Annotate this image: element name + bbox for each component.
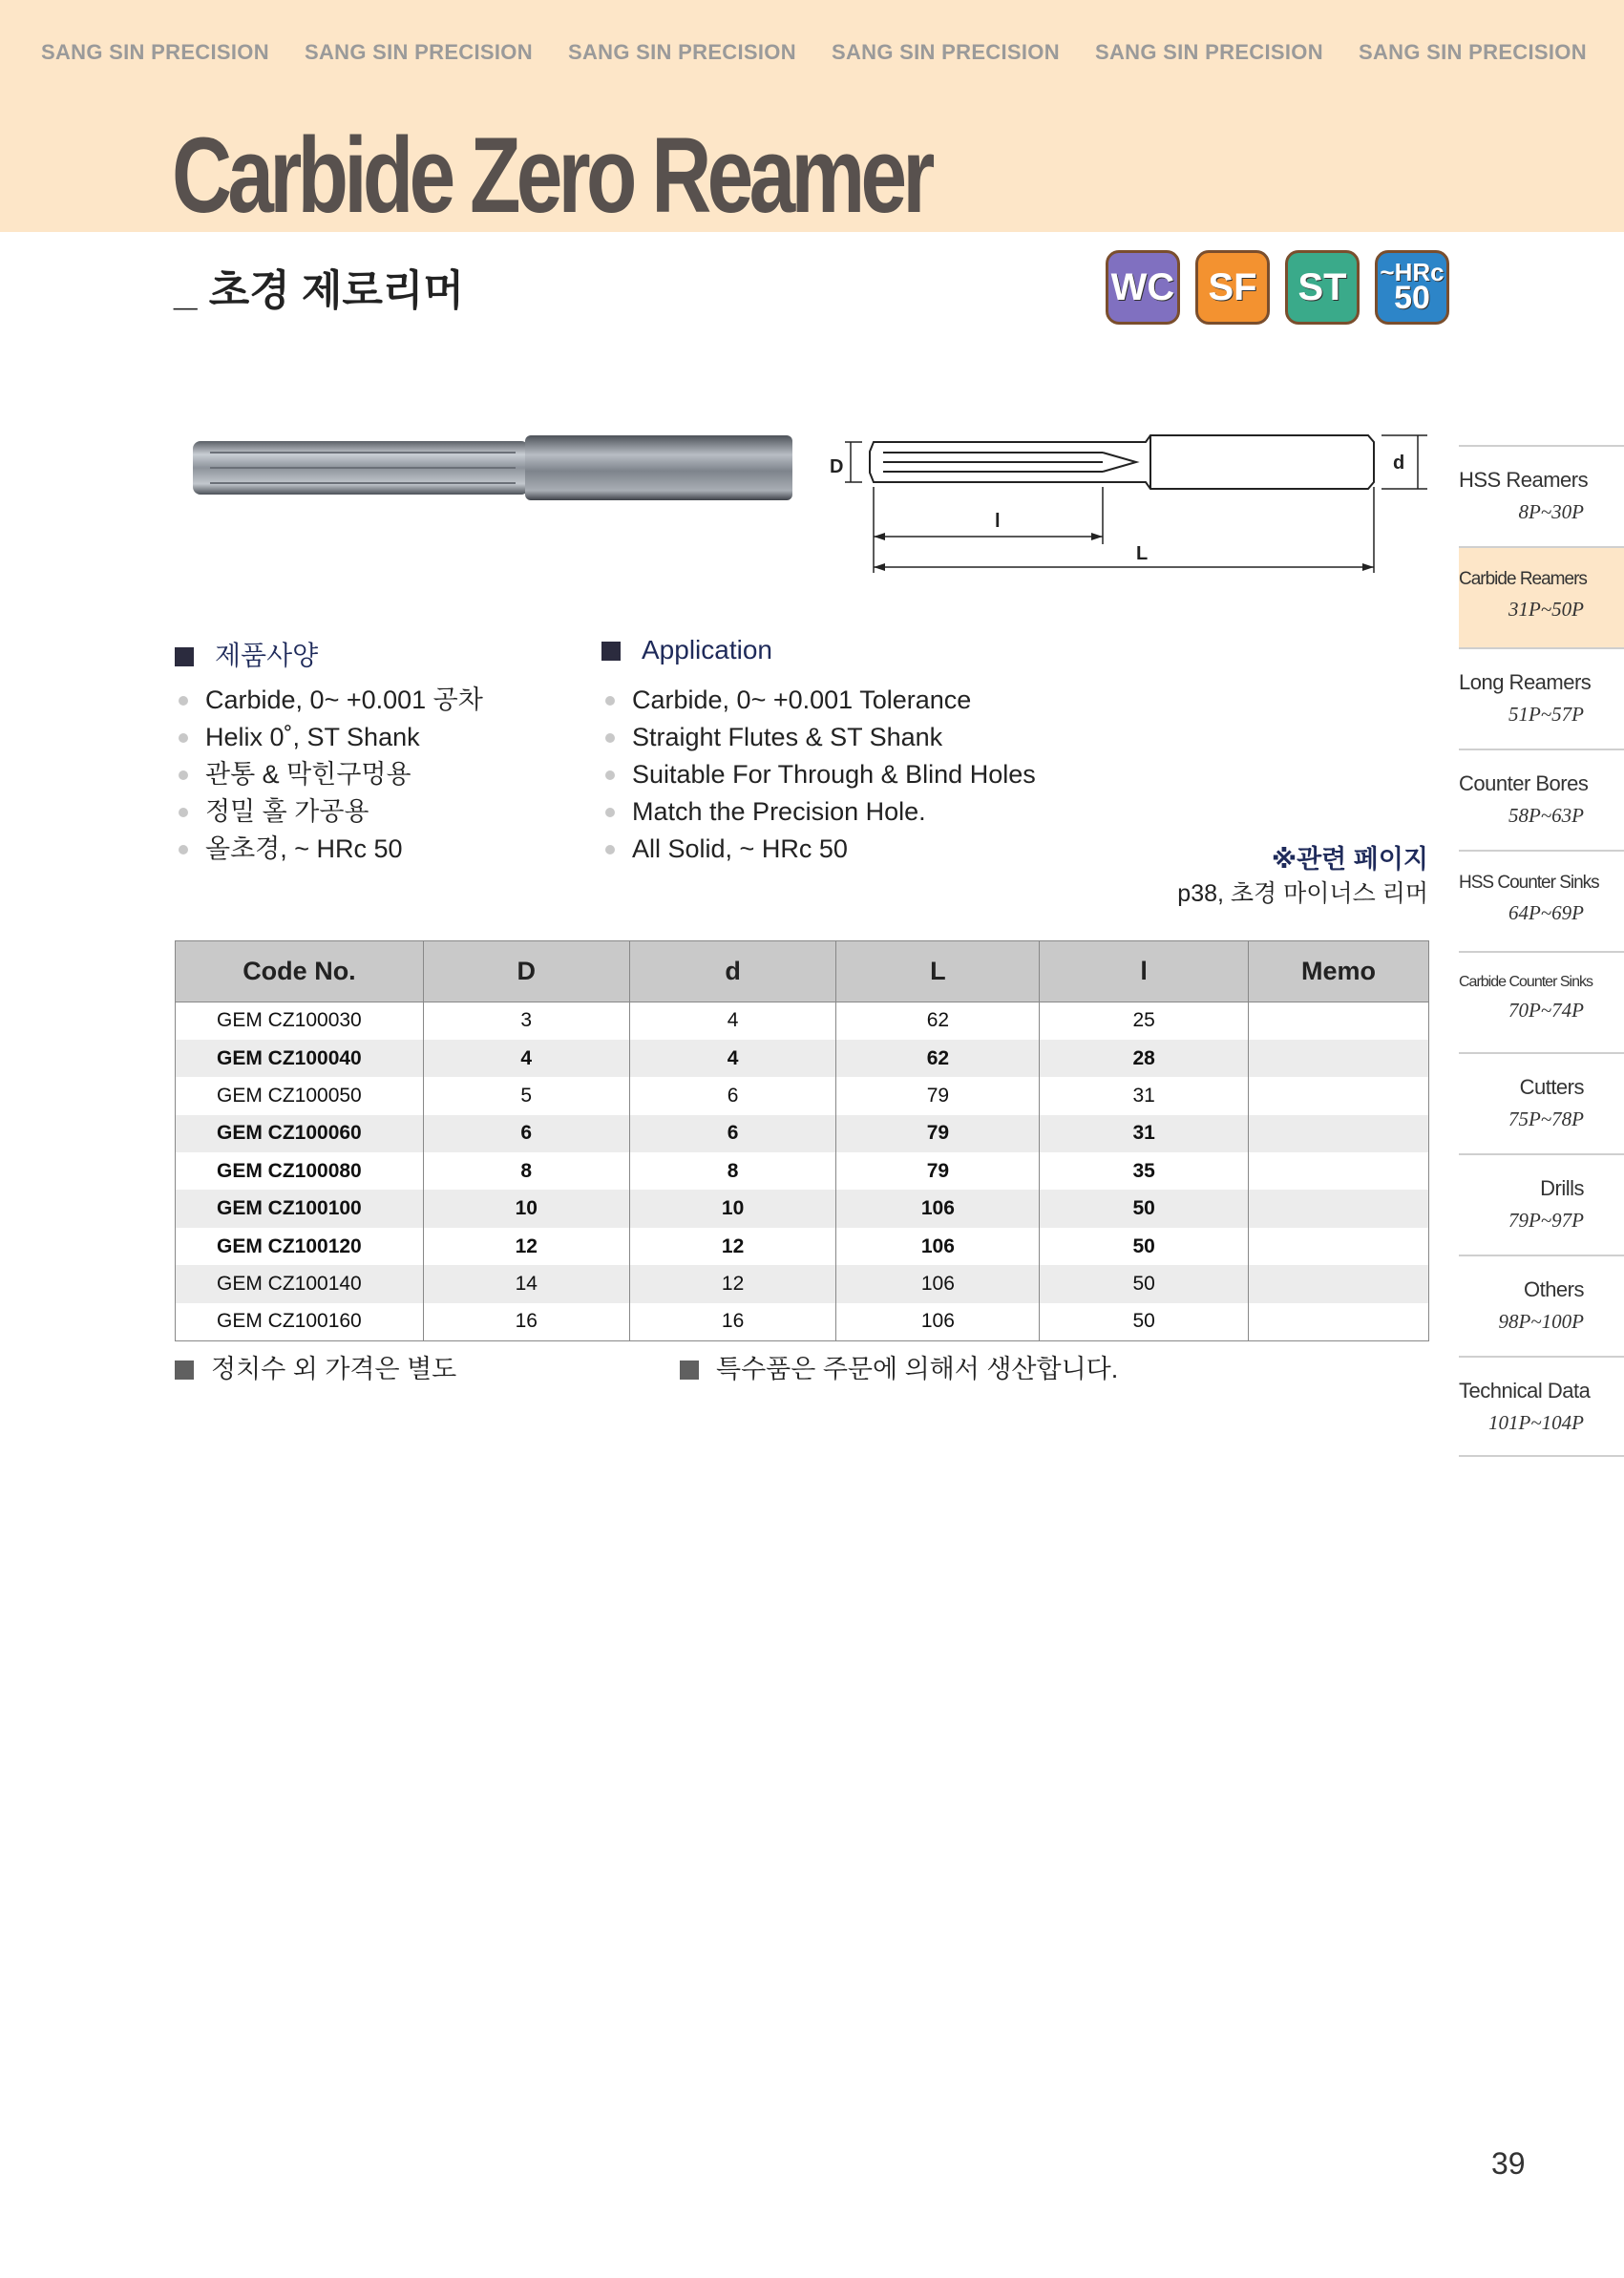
list-item-text: Helix 0˚, ST Shank bbox=[205, 723, 420, 751]
bullet-icon bbox=[179, 808, 188, 817]
list-item-text: Straight Flutes & ST Shank bbox=[632, 723, 943, 751]
brand-text: SANG SIN PRECISION bbox=[1359, 40, 1587, 64]
nav-item-counter-bores[interactable] bbox=[1459, 749, 1624, 850]
cell-memo bbox=[1249, 1265, 1429, 1302]
cell-code: GEM CZ100100 bbox=[176, 1190, 424, 1227]
list-item-text: 올초경, ~ HRc 50 bbox=[205, 834, 403, 863]
cell-l: 31 bbox=[1040, 1077, 1249, 1114]
list-item bbox=[601, 682, 1036, 719]
nav-label: HSS Reamers bbox=[1459, 468, 1589, 492]
page-title: Carbide Zero Reamer bbox=[172, 116, 931, 235]
cell-memo bbox=[1249, 1115, 1429, 1152]
nav-pages: 75P~78P bbox=[1508, 1107, 1584, 1130]
cell-d: 10 bbox=[629, 1190, 836, 1227]
cell-d: 6 bbox=[629, 1077, 836, 1114]
side-nav bbox=[1459, 445, 1624, 1457]
table-row bbox=[176, 1190, 1429, 1227]
spec-list bbox=[175, 682, 483, 868]
cell-L: 106 bbox=[836, 1303, 1040, 1340]
table-row bbox=[176, 1115, 1429, 1152]
table-row bbox=[176, 1265, 1429, 1302]
application-heading bbox=[601, 635, 772, 665]
cell-memo bbox=[1249, 1190, 1429, 1227]
list-item bbox=[175, 682, 483, 719]
wc-badge: WC bbox=[1106, 250, 1180, 325]
bullet-icon bbox=[179, 696, 188, 706]
brand-text: SANG SIN PRECISION bbox=[832, 40, 1060, 64]
cell-d: 12 bbox=[629, 1228, 836, 1265]
nav-label: HSS Counter Sinks bbox=[1459, 873, 1599, 893]
cell-memo bbox=[1249, 1040, 1429, 1077]
cell-l: 50 bbox=[1040, 1303, 1249, 1340]
sf-badge: SF bbox=[1195, 250, 1270, 325]
nav-item-carbide-counter-sinks[interactable] bbox=[1459, 951, 1624, 1052]
cell-d: 4 bbox=[629, 1002, 836, 1040]
list-item-text: Carbide, 0~ +0.001 Tolerance bbox=[632, 686, 972, 714]
table-row bbox=[176, 1077, 1429, 1114]
nav-item-carbide-reamers[interactable] bbox=[1459, 546, 1624, 647]
cell-l: 35 bbox=[1040, 1152, 1249, 1190]
list-item bbox=[175, 756, 483, 793]
nav-item-hss-reamers[interactable] bbox=[1459, 445, 1624, 546]
cell-l: 31 bbox=[1040, 1115, 1249, 1152]
list-item bbox=[601, 831, 1036, 868]
bullet-icon bbox=[605, 696, 615, 706]
list-item bbox=[175, 831, 483, 868]
nav-label: Long Reamers bbox=[1459, 670, 1592, 694]
dim-l-label: l bbox=[995, 511, 1001, 532]
nav-pages: 31P~50P bbox=[1508, 598, 1584, 621]
square-bullet-icon bbox=[601, 642, 621, 661]
nav-pages: 79P~97P bbox=[1508, 1209, 1584, 1232]
technical-drawing bbox=[816, 430, 1427, 592]
list-item-text: All Solid, ~ HRc 50 bbox=[632, 834, 848, 863]
brand-text: SANG SIN PRECISION bbox=[1095, 40, 1323, 64]
table-row bbox=[176, 1228, 1429, 1265]
list-item bbox=[601, 793, 1036, 831]
brand-row bbox=[0, 40, 1624, 69]
list-item bbox=[601, 756, 1036, 793]
cell-d: 16 bbox=[629, 1303, 836, 1340]
cell-d: 8 bbox=[629, 1152, 836, 1190]
page-number: 39 bbox=[1491, 2146, 1526, 2181]
price-note-text: 정치수 외 가격은 별도 bbox=[211, 1355, 457, 1383]
reamer-photo bbox=[191, 430, 802, 506]
col-code-no: Code No. bbox=[176, 941, 424, 1002]
nav-label: Carbide Reamers bbox=[1459, 569, 1587, 589]
application-heading-text: Application bbox=[642, 635, 772, 664]
cell-code: GEM CZ100120 bbox=[176, 1228, 424, 1265]
st-badge: ST bbox=[1285, 250, 1360, 325]
list-item-text: 관통 & 막힌구멍용 bbox=[205, 760, 411, 789]
list-item-text: 정밀 홀 가공용 bbox=[205, 797, 369, 826]
nav-item-others[interactable] bbox=[1459, 1255, 1624, 1356]
nav-pages: 98P~100P bbox=[1498, 1310, 1584, 1333]
brand-text: SANG SIN PRECISION bbox=[568, 40, 796, 64]
nav-label: Drills bbox=[1540, 1176, 1584, 1200]
price-note bbox=[175, 1348, 456, 1385]
col-l: l bbox=[1040, 941, 1249, 1002]
related-pages-link[interactable]: p38, 초경 마이너스 리머 bbox=[1177, 880, 1428, 907]
cell-l: 50 bbox=[1040, 1265, 1249, 1302]
cell-L: 106 bbox=[836, 1265, 1040, 1302]
bullet-icon bbox=[179, 845, 188, 854]
cell-code: GEM CZ100050 bbox=[176, 1077, 424, 1114]
related-pages-title: ※관련 페이지 bbox=[1271, 845, 1428, 874]
hrc-badge-top: ~HRc bbox=[1380, 258, 1445, 286]
dim-L-label: L bbox=[1136, 543, 1149, 564]
nav-pages: 58P~63P bbox=[1508, 804, 1584, 827]
cell-d: 12 bbox=[629, 1265, 836, 1302]
cell-code: GEM CZ100080 bbox=[176, 1152, 424, 1190]
cell-l: 28 bbox=[1040, 1040, 1249, 1077]
cell-L: 79 bbox=[836, 1077, 1040, 1114]
nav-item-drills[interactable] bbox=[1459, 1153, 1624, 1255]
spec-table bbox=[175, 940, 1429, 1341]
dim-d-label: d bbox=[1393, 453, 1405, 474]
cell-D: 3 bbox=[423, 1002, 629, 1040]
bullet-icon bbox=[605, 808, 615, 817]
cell-D: 14 bbox=[423, 1265, 629, 1302]
order-note-text: 특수품은 주문에 의해서 생산합니다. bbox=[716, 1355, 1119, 1383]
dim-D-label: D bbox=[830, 456, 844, 477]
table-row bbox=[176, 1303, 1429, 1340]
cell-L: 79 bbox=[836, 1152, 1040, 1190]
hrc-badge-bottom: 50 bbox=[1394, 280, 1430, 317]
cell-memo bbox=[1249, 1002, 1429, 1040]
cell-l: 50 bbox=[1040, 1190, 1249, 1227]
cell-code: GEM CZ100030 bbox=[176, 1002, 424, 1040]
spec-heading-text: 제품사양 bbox=[215, 641, 319, 670]
cell-D: 5 bbox=[423, 1077, 629, 1114]
list-item bbox=[601, 719, 1036, 756]
cell-L: 79 bbox=[836, 1115, 1040, 1152]
square-bullet-icon bbox=[680, 1360, 699, 1380]
cell-D: 4 bbox=[423, 1040, 629, 1077]
nav-label: Counter Bores bbox=[1459, 771, 1589, 795]
page-subtitle: _ 초경 제로리머 bbox=[174, 267, 464, 314]
nav-label: Cutters bbox=[1519, 1075, 1584, 1099]
nav-item-long-reamers[interactable] bbox=[1459, 647, 1624, 749]
cell-D: 6 bbox=[423, 1115, 629, 1152]
square-bullet-icon bbox=[175, 1360, 194, 1380]
cell-d: 6 bbox=[629, 1115, 836, 1152]
table-row bbox=[176, 1040, 1429, 1077]
cell-code: GEM CZ100060 bbox=[176, 1115, 424, 1152]
nav-item-cutters[interactable] bbox=[1459, 1052, 1624, 1153]
cell-memo bbox=[1249, 1152, 1429, 1190]
cell-memo bbox=[1249, 1228, 1429, 1265]
nav-pages: 8P~30P bbox=[1518, 500, 1584, 523]
cell-d: 4 bbox=[629, 1040, 836, 1077]
cell-L: 62 bbox=[836, 1040, 1040, 1077]
nav-label: Carbide Counter Sinks bbox=[1459, 974, 1592, 990]
brand-text: SANG SIN PRECISION bbox=[41, 40, 269, 64]
cell-D: 8 bbox=[423, 1152, 629, 1190]
list-item bbox=[175, 719, 483, 756]
bullet-icon bbox=[605, 845, 615, 854]
cell-l: 25 bbox=[1040, 1002, 1249, 1040]
bullet-icon bbox=[605, 770, 615, 780]
hrc-badge bbox=[1375, 250, 1449, 325]
col-memo: Memo bbox=[1249, 941, 1429, 1002]
cell-memo bbox=[1249, 1303, 1429, 1340]
cell-L: 106 bbox=[836, 1228, 1040, 1265]
cell-L: 106 bbox=[836, 1190, 1040, 1227]
cell-l: 50 bbox=[1040, 1228, 1249, 1265]
nav-pages: 70P~74P bbox=[1508, 999, 1584, 1022]
square-bullet-icon bbox=[175, 647, 194, 666]
application-list bbox=[601, 682, 1036, 868]
nav-pages: 101P~104P bbox=[1487, 1411, 1584, 1434]
spec-heading bbox=[175, 635, 318, 673]
nav-item-hss-counter-sinks[interactable] bbox=[1459, 850, 1624, 951]
col-L: L bbox=[836, 941, 1040, 1002]
brand-text: SANG SIN PRECISION bbox=[305, 40, 533, 64]
table-header-row bbox=[176, 941, 1429, 1002]
table-row bbox=[176, 1002, 1429, 1040]
nav-pages: 51P~57P bbox=[1508, 703, 1584, 726]
bullet-icon bbox=[605, 733, 615, 743]
cell-L: 62 bbox=[836, 1002, 1040, 1040]
order-note bbox=[680, 1348, 1118, 1385]
cell-D: 16 bbox=[423, 1303, 629, 1340]
list-item-text: Suitable For Through & Blind Holes bbox=[632, 760, 1036, 789]
list-item-text: Carbide, 0~ +0.001 공차 bbox=[205, 686, 483, 714]
nav-pages: 64P~69P bbox=[1508, 901, 1584, 924]
cell-D: 10 bbox=[423, 1190, 629, 1227]
bullet-icon bbox=[179, 770, 188, 780]
nav-item-technical-data[interactable] bbox=[1459, 1356, 1624, 1457]
cell-D: 12 bbox=[423, 1228, 629, 1265]
nav-label: Others bbox=[1523, 1277, 1584, 1301]
table-row bbox=[176, 1152, 1429, 1190]
nav-label: Technical Data bbox=[1459, 1379, 1591, 1403]
col-d: d bbox=[629, 941, 836, 1002]
list-item bbox=[175, 793, 483, 831]
col-D: D bbox=[423, 941, 629, 1002]
cell-code: GEM CZ100140 bbox=[176, 1265, 424, 1302]
list-item-text: Match the Precision Hole. bbox=[632, 797, 926, 826]
cell-code: GEM CZ100160 bbox=[176, 1303, 424, 1340]
cell-memo bbox=[1249, 1077, 1429, 1114]
cell-code: GEM CZ100040 bbox=[176, 1040, 424, 1077]
bullet-icon bbox=[179, 733, 188, 743]
